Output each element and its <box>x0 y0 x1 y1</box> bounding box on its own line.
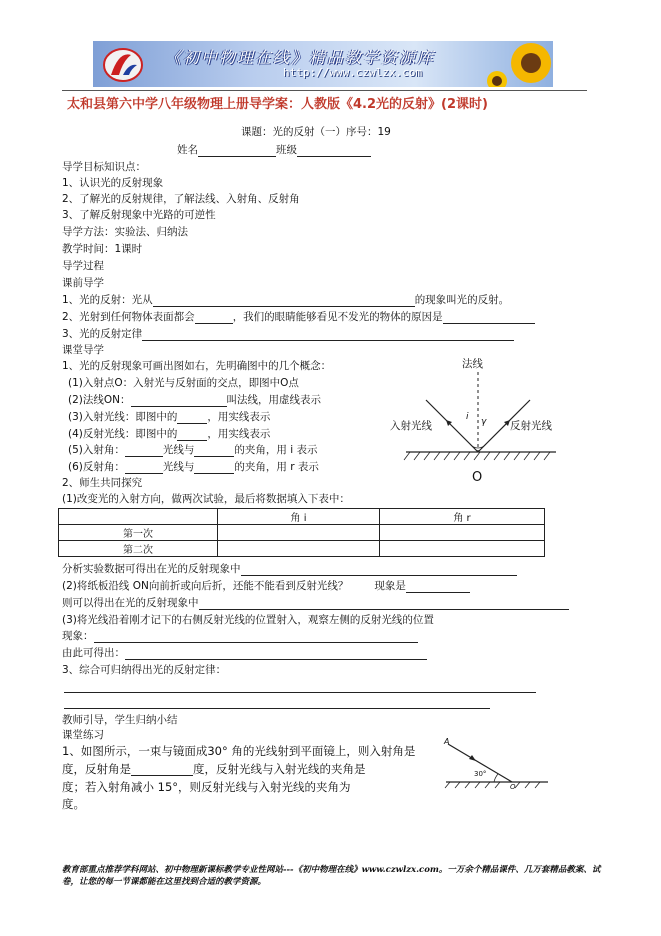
table-header-row <box>59 509 545 525</box>
table-header-cell: 角 i <box>218 509 380 525</box>
table-cell-input[interactable] <box>218 541 380 557</box>
goals-heading: 导学目标知识点： <box>62 161 146 173</box>
summary-blank-line[interactable] <box>64 692 536 693</box>
time-line: 教学时间：1课时 <box>62 243 143 255</box>
concept-item <box>68 394 321 407</box>
concept-tail: 的夹角，用 i 表示 <box>234 444 318 456</box>
q2-question: (2)将纸板沿线 ON向前折或向后折，还能不能看到反射光线？ <box>62 580 349 592</box>
concept-tail: ，用实线表示 <box>207 428 271 440</box>
concept-blank[interactable] <box>194 461 234 474</box>
concept-label: (5)入射角： <box>68 444 125 456</box>
goal-item: 1、认识光的反射现象 <box>62 177 164 189</box>
explore-q3: (3)将光线沿着刚才记下的右侧反射光线的位置射入，观察左侧的反射光线的位置 <box>62 614 434 626</box>
q2-blank2[interactable] <box>443 311 535 324</box>
mirror-hatching <box>404 452 550 460</box>
preclass-q2 <box>62 311 535 324</box>
practice-q1-line2 <box>62 763 366 776</box>
preclass-q1 <box>62 294 509 307</box>
q2-mid: ，我们的眼睛能够看见不发光的物体的原因是 <box>232 311 443 323</box>
summary-line: 3、综合可归纳得出光的反射定律： <box>62 664 227 676</box>
name-class-line <box>177 144 371 157</box>
q3-phenomenon-label: 现象： <box>62 630 94 642</box>
concept-mid: 光线与 <box>162 444 195 456</box>
point-o2-label: O <box>510 783 516 791</box>
explore-q1: (1)改变光的入射方向，做两次试验，最后将数据填入下表中： <box>62 493 350 505</box>
concept-item <box>68 428 270 441</box>
practice-q1-line1: 1、如图所示，一束与镜面成30° 角的光线射到平面镜上，则入射角是 <box>62 744 416 758</box>
q2-phenomenon-blank[interactable] <box>406 580 470 593</box>
concept-blank[interactable] <box>125 461 163 474</box>
concept-item <box>68 411 270 424</box>
practice-heading: 课堂练习 <box>62 729 104 741</box>
banner-url: http://www.czwlzx.com <box>283 66 423 79</box>
data-table <box>58 508 545 557</box>
concept-blank[interactable] <box>177 428 207 441</box>
table-row-label: 第一次 <box>59 525 218 541</box>
analysis-label: 分析实验数据可得出在光的反射现象中 <box>62 563 241 575</box>
page-title: 太和县第六中学八年级物理上册导学案：人教版《4.2光的反射》(2课时) <box>67 97 488 112</box>
goal-item: 3、了解反射现象中光路的可逆性 <box>62 209 216 221</box>
table-row-label: 第二次 <box>59 541 218 557</box>
table-header-cell: 角 r <box>380 509 545 525</box>
q1-blank[interactable] <box>153 294 415 307</box>
banner-title: 《初中物理在线》精品教学资源库 <box>165 48 436 67</box>
q2-conclusion-label: 则可以得出在光的反射现象中 <box>62 597 199 609</box>
concept-tail: 的夹角，用 r 表示 <box>234 461 319 473</box>
concept-mid: 光线与 <box>162 461 195 473</box>
table-cell-input[interactable] <box>380 541 545 557</box>
name-blank[interactable] <box>198 144 276 157</box>
concept-blank[interactable] <box>177 411 207 424</box>
concept-item: (1)入射点O：入射光与反射面的交点，即图中O点 <box>68 377 299 389</box>
table-row <box>59 525 545 541</box>
reflected-label: 反射光线 <box>510 420 552 432</box>
class-label: 班级 <box>276 144 297 156</box>
concept-label: (6)反射角： <box>68 461 125 473</box>
reflection-angle-blank[interactable] <box>131 763 193 776</box>
point-a-label: A <box>444 737 450 746</box>
topic-line: 课题：光的反射（一）序号：19 <box>241 126 391 138</box>
practice-q1-line3: 度；若入射角减小 15°，则反射光线与入射光线的夹角为 <box>62 780 351 794</box>
concept-blank[interactable] <box>131 394 227 407</box>
q3-label: 3、光的反射定律 <box>62 328 143 340</box>
q1-end: 的现象叫光的反射。 <box>414 294 510 306</box>
table-cell-input[interactable] <box>218 525 380 541</box>
concept-label: (4)反射光线：即图中的 <box>68 428 178 440</box>
angle-i-label: i <box>466 412 469 422</box>
concept-blank[interactable] <box>194 444 234 457</box>
concept-tail: 叫法线，用虚线表示 <box>226 394 321 406</box>
analysis-line <box>62 563 517 576</box>
table-cell-input[interactable] <box>380 525 545 541</box>
concept-item <box>68 444 317 457</box>
guide-line: 教师引导，学生归纳小结 <box>62 714 178 726</box>
table-row <box>59 541 545 557</box>
method-line: 导学方法：实验法、归纳法 <box>62 226 188 238</box>
explore-q3-conclusion <box>62 647 427 660</box>
preclass-heading: 课前导学 <box>62 277 104 289</box>
q2-conclusion-blank[interactable] <box>199 597 569 610</box>
q2-blank1[interactable] <box>195 311 233 324</box>
angle-arc <box>494 774 498 782</box>
explore-q2-conclusion <box>62 597 569 610</box>
logo-icon <box>101 45 145 83</box>
p2-start: 度，反射角是 <box>62 762 131 776</box>
q3-blank[interactable] <box>142 328 514 341</box>
point-o-label: O <box>472 470 483 485</box>
explore-q2-line <box>62 580 470 593</box>
footer-text: 教育部重点推荐学科网站、初中物理新课标教学专业性网站---《初中物理在线》www.czwlzx.com。一万余个精品课件、几万套精品教案、试卷，让您的每一节课都能在这里找到合适的教学资源。 <box>62 865 601 887</box>
normal-label: 法线 <box>462 358 483 370</box>
summary-blank-line[interactable] <box>64 708 490 709</box>
q3-conclusion-label: 由此可得出： <box>62 647 125 659</box>
process-heading: 导学过程 <box>62 260 104 272</box>
q3-phenomenon-blank[interactable] <box>94 630 418 643</box>
angle-30-label: 30° <box>474 770 487 778</box>
concept-label: (3)入射光线：即图中的 <box>68 411 178 423</box>
analysis-blank[interactable] <box>241 563 517 576</box>
q3-conclusion-blank[interactable] <box>125 647 427 660</box>
concept-item <box>68 461 319 474</box>
q1-start: 1、光的反射：光从 <box>62 294 153 306</box>
name-label: 姓名 <box>177 144 198 156</box>
inclass-intro: 1、光的反射现象可画出图如右，先明确图中的几个概念： <box>62 360 332 372</box>
q2-start: 2、光射到任何物体表面都会 <box>62 311 195 323</box>
goal-item: 2、了解光的反射规律，了解法线、入射角、反射角 <box>62 193 300 205</box>
header-banner <box>93 41 553 87</box>
angle-r-label: γ <box>481 417 487 427</box>
mirror-ray-diagram <box>436 732 556 796</box>
concept-blank[interactable] <box>125 444 163 457</box>
class-blank[interactable] <box>297 144 371 157</box>
mirror-hatching <box>445 782 540 788</box>
incident-label: 入射光线 <box>390 420 432 432</box>
concept-tail: ，用实线表示 <box>207 411 271 423</box>
explore-q3-phenomenon <box>62 630 418 643</box>
preclass-q3 <box>62 328 514 341</box>
practice-q1-line4: 度。 <box>62 797 85 811</box>
p2-end: 度，反射光线与入射光线的夹角是 <box>193 762 366 776</box>
explore-heading: 2、师生共同探究 <box>62 477 143 489</box>
table-header-cell <box>59 509 218 525</box>
ray-arrow-icon <box>469 755 476 761</box>
sunflower-icon <box>483 41 553 87</box>
q2-phenomenon-label: 现象是 <box>374 580 406 592</box>
inclass-heading: 课堂导学 <box>62 344 104 356</box>
header-divider <box>62 90 587 91</box>
concept-label: (2)法线ON： <box>68 394 131 406</box>
